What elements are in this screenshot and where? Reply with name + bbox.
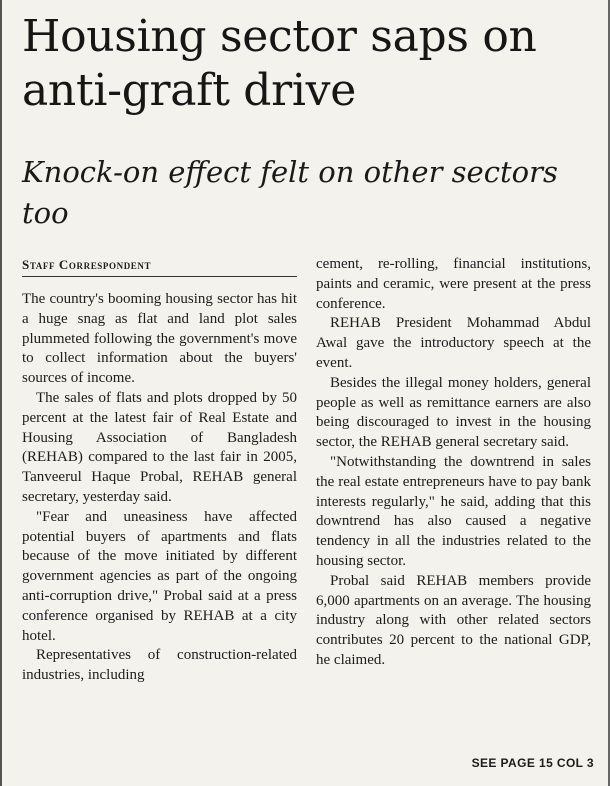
paragraph: Besides the illegal money holders, general people as well as remittance earners are also being discouraged to invest in the housing sector, the REHAB general secretary said. bbox=[316, 374, 591, 451]
paragraph: cement, re-rolling, financial institutions, paints and ceramic, were present at the press conference. bbox=[316, 256, 591, 312]
byline-rule bbox=[22, 276, 297, 277]
subheadline: Knock-on effect felt on other sectors too bbox=[22, 155, 558, 230]
continuation-note: SEE PAGE 15 COL 3 bbox=[471, 756, 594, 770]
paragraph: The sales of flats and plots dropped by 50 percent at the latest fair of Real Estate and Housing Association of Bangladesh (REHAB) compared to the last fair in 2005, Tanveerul Haque Probal, REHAB general secretary, yesterday said. bbox=[22, 389, 297, 505]
paragraph: The country's booming housing sector has hit a huge snag as flat and land plot sales plummeted following the government's move to collect information about the buyers' sources of income. bbox=[22, 291, 297, 387]
paragraph: Representatives of construction-related industries, including bbox=[22, 647, 297, 684]
byline: Staff Correspondent bbox=[22, 257, 152, 272]
article-column-1 bbox=[22, 290, 297, 686]
paragraph: Probal said REHAB members provide 6,000 apartments on an average. The housing industry along with other related sectors contributes 20 percent to the national GDP, he claimed. bbox=[316, 572, 591, 668]
headline: Housing sector saps on anti-graft drive bbox=[22, 11, 537, 116]
paragraph: REHAB President Mohammad Abdul Awal gave the introductory speech at the event. bbox=[316, 315, 591, 371]
paragraph: "Fear and uneasiness have affected potential buyers of apartments and flats because of the move initiated by different government agencies as part of the ongoing anti-corruption drive," Probal said at a press conference organised by REHAB at a city hotel. bbox=[22, 508, 297, 644]
article-column-2 bbox=[316, 255, 591, 671]
paragraph: "Notwithstanding the downtrend in sales the real estate entrepreneurs have to pay bank interests regularly," he said, adding that this downtrend has also caused a negative tendency in all the industries related to the housing sector. bbox=[316, 453, 591, 569]
